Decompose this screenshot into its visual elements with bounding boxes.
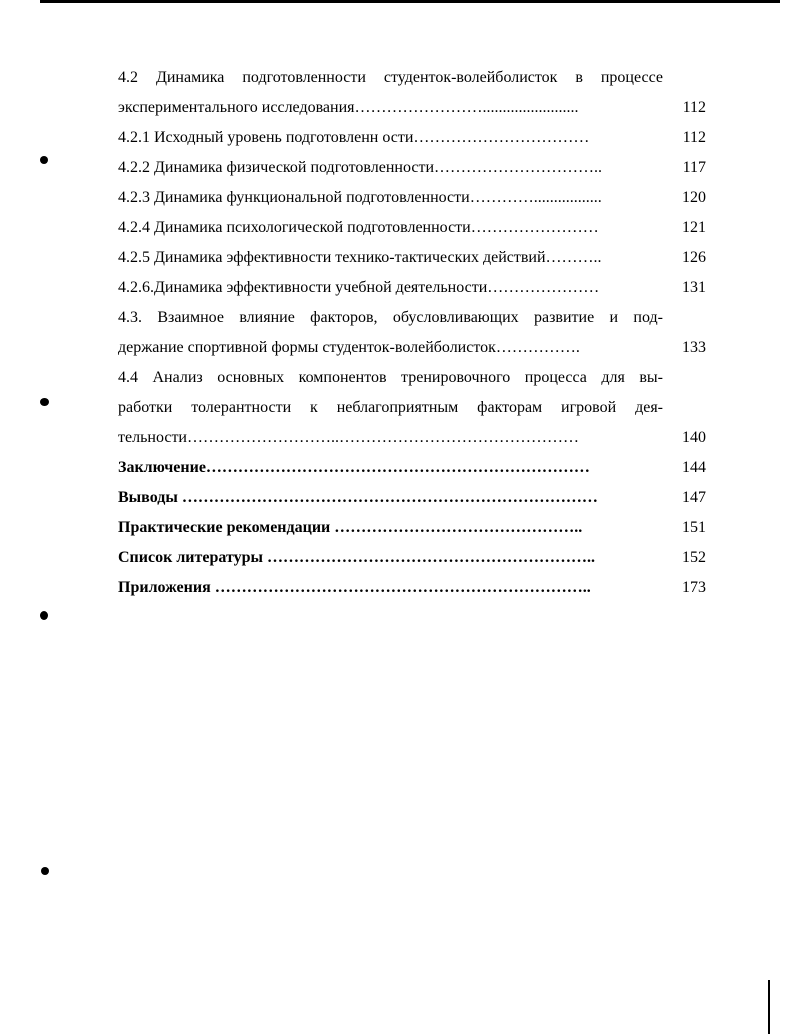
toc-entry-text: Практические рекомендации ……………………………………….. [118,519,583,536]
toc-entry-text: 4.2.3 Динамика функциональной подготовленности…………................. [118,189,602,206]
toc-page-number: 140 [682,429,706,446]
toc-entry-text: держание спортивной формы студенток-волейболисток……………. [118,339,580,356]
toc-entry-recommendations [118,513,710,543]
toc-entry-text: 4.2 Динамика подготовленности студенток-волейболисток в процессе [118,69,663,86]
toc-page-number: 117 [682,159,706,176]
toc-entry-text: Список литературы …………………………………………………….. [118,549,595,566]
toc-entry-text: 4.2.1 Исходный уровень подготовленн ости…………………………… [118,129,590,146]
toc-page-number: 120 [682,189,706,206]
toc-page-number: 133 [682,339,706,356]
toc-entry-text: 4.4 Анализ основных компонентов тренировочного процесса для вы- [118,369,663,386]
scan-speck [40,398,49,406]
toc-entry-text: Выводы …………………………………………………………………… [118,489,598,506]
page-right-edge-mark [768,980,770,1034]
toc-entry-findings [118,483,710,513]
toc-entry-bibliography [118,543,710,573]
toc-entry-4-2-5 [118,243,710,273]
toc-entry-text: тельности………………………..……………………………………… [118,429,579,446]
toc-entry-appendices [118,573,710,603]
toc-entry-4-2-line1 [118,63,710,93]
toc-entry-4-2-1 [118,123,710,153]
toc-entry-4-3-line1 [118,303,710,333]
toc-entry-text: 4.2.4 Динамика психологической подготовленности…………………… [118,219,599,236]
toc-page-number: 151 [682,519,706,536]
toc-entry-4-4-line1 [118,363,710,393]
toc-page-number: 121 [682,219,706,236]
toc-entry-4-3-line2 [118,333,710,363]
toc-page-number: 173 [682,579,706,596]
toc-entry-conclusion [118,453,710,483]
toc-entry-4-2-4 [118,213,710,243]
toc-entry-4-2-line2 [118,93,710,123]
toc-entry-text: Приложения …………………………………………………………….. [118,579,591,596]
toc-entry-text: работки толерантности к неблагоприятным факторам игровой дея- [118,399,663,416]
toc-entry-text: экспериментального исследования……………………........................ [118,99,579,116]
toc-page-number: 112 [682,129,706,146]
toc-page-number: 131 [682,279,706,296]
toc-entry-text: 4.2.2 Динамика физической подготовленности………………………….. [118,159,603,176]
toc-page-number: 112 [682,99,706,116]
toc-entry-4-2-2 [118,153,710,183]
toc-entry-text: Заключение……………………………………………………………… [118,459,590,476]
scan-speck [40,611,48,620]
toc-entry-4-2-3 [118,183,710,213]
scan-speck [40,156,48,164]
toc-entry-4-4-line3 [118,423,710,453]
toc-entry-text: 4.3. Взаимное влияние факторов, обусловливающих развитие и под- [118,309,663,326]
toc-page-number: 126 [682,249,706,266]
toc-entry-4-2-6 [118,273,710,303]
toc-page-number: 152 [682,549,706,566]
toc-entry-4-4-line2 [118,393,710,423]
toc-entry-text: 4.2.6.Динамика эффективности учебной деятельности………………… [118,279,600,296]
toc-page-number: 147 [682,489,706,506]
scan-speck [41,867,49,875]
page-top-border [40,0,780,3]
toc-page-number: 144 [682,459,706,476]
toc-entry-text: 4.2.5 Динамика эффективности технико-тактических действий……….. [118,249,602,266]
